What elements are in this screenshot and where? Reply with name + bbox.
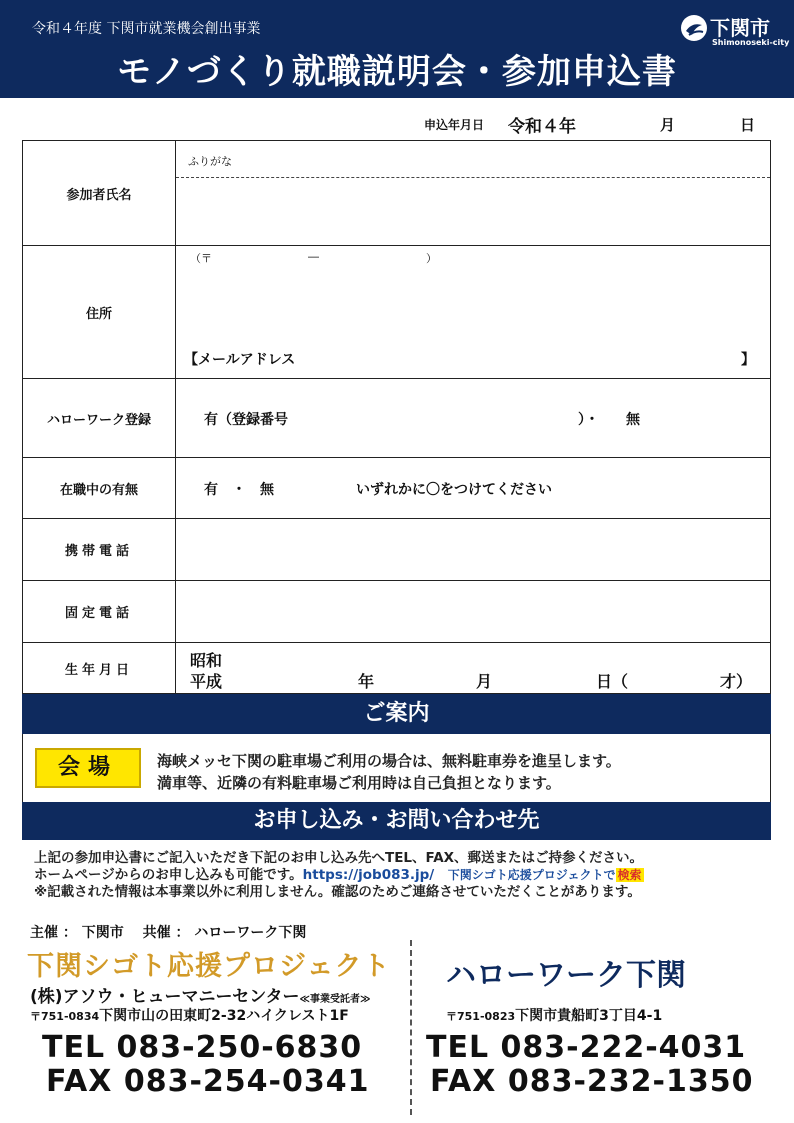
guide-section (22, 734, 771, 802)
page-title: モノづくり就職説明会・参加申込書 (117, 52, 677, 92)
form-row-employment (23, 457, 770, 518)
search-button[interactable]: 検索 (617, 868, 642, 882)
hellowork-address (446, 1005, 662, 1025)
furigana-label: ふりがな (188, 155, 232, 168)
contact-line-2 (34, 867, 644, 884)
header-subtitle: 令和４年度 下関市就業機会創出事業 (32, 21, 261, 37)
sponsor-line: 主催 ： 下関市 共催 ： ハローワーク下関 (30, 925, 307, 941)
hellowork-tel[interactable]: TEL 083-222-4031 (426, 1030, 747, 1065)
postal-open: （〒 (190, 252, 212, 265)
birth-era-heisei: 平成 (190, 672, 223, 691)
email-label: 【メールアドレス (184, 352, 296, 368)
landline-label: 固定電話 (23, 581, 176, 642)
employment-field[interactable] (176, 458, 770, 518)
guide-line-2: 満車等、近隣の有料駐車場ご利用時は自己負担となります。 (157, 774, 561, 792)
guide-line-1: 海峡メッセ下関の駐車場ご利用の場合は、無料駐車券を進呈します。 (157, 752, 621, 770)
company-tel[interactable]: TEL 083-250-6830 (42, 1030, 363, 1065)
application-date-label: 申込年月日 (424, 118, 485, 132)
form-row-landline (23, 580, 770, 642)
city-logo (680, 10, 790, 50)
company-note: ≪事業受託者≫ (299, 994, 371, 1005)
company-name (30, 982, 370, 1007)
hellowork-label: ハローワーク登録 (23, 379, 176, 457)
form-row-hellowork (23, 378, 770, 457)
form-row-birth (23, 642, 770, 693)
application-form (22, 140, 771, 694)
company-address-text: 下関市山の田東町2-32ハイクレスト1F (99, 1008, 349, 1024)
employment-label: 在職中の有無 (23, 458, 176, 518)
application-date-day: 日 (740, 116, 756, 134)
hellowork-field[interactable] (176, 379, 770, 457)
birth-year: 年 (358, 672, 375, 691)
contact-line-3: ※記載された情報は本事業以外に利用しません。確認のためご連絡させていただくことがあります。 (34, 884, 641, 900)
landline-field[interactable] (176, 581, 770, 642)
contact-line-1: 上記の参加申込書にご記入いただき下記のお申し込み先へTEL、FAX、郵送またはご持参ください。 (34, 850, 644, 866)
furigana-divider (176, 177, 770, 178)
form-row-address (23, 245, 770, 378)
postal-close: ） (426, 252, 437, 265)
birth-field[interactable] (176, 643, 770, 693)
address-field[interactable] (176, 246, 770, 378)
hellowork-address-text: 下関市貴船町3丁目4-1 (515, 1008, 663, 1024)
hellowork-no: 無 (626, 412, 640, 428)
mobile-field[interactable] (176, 519, 770, 580)
form-row-mobile (23, 518, 770, 580)
header-banner (0, 0, 794, 98)
company-address (30, 1005, 349, 1025)
email-close: 】 (741, 352, 755, 368)
employment-note: いずれかに〇をつけてください (356, 482, 552, 498)
contact-divider (410, 940, 412, 1115)
contact-line-2-text: ホームページからのお申し込みも可能です。 (34, 867, 303, 883)
hellowork-zip: 〒751-0823 (446, 1010, 516, 1023)
city-logo-name: 下関市 (710, 16, 770, 40)
address-label: 住所 (23, 246, 176, 378)
search-phrase: 下関シゴト応援プロジェクトで (447, 868, 616, 882)
hellowork-close: ）・ (578, 412, 599, 428)
application-date-year: 令和４年 (508, 117, 576, 137)
hellowork-fax: FAX 083-232-1350 (430, 1064, 754, 1099)
city-logo-icon (680, 14, 708, 42)
website-link[interactable]: https://job083.jp/ (302, 867, 435, 883)
birth-month: 月 (476, 672, 493, 691)
guide-text (157, 750, 621, 794)
contact-heading: お申し込み・お問い合わせ先 (22, 802, 771, 840)
contact-info (34, 850, 644, 901)
mobile-label: 携帯電話 (23, 519, 176, 580)
venue-badge: 会場 (35, 748, 141, 788)
company-fax: FAX 083-254-0341 (46, 1064, 370, 1099)
birth-age: 才） (720, 672, 753, 691)
guide-heading: ご案内 (22, 694, 771, 734)
company-zip: 〒751-0834 (30, 1010, 100, 1023)
name-label: 参加者氏名 (23, 141, 176, 245)
postal-dash: ― (308, 250, 319, 263)
hellowork-name: ハローワーク下関 (446, 958, 686, 993)
form-row-name (23, 141, 770, 245)
employment-options: 有 ・ 無 (204, 482, 274, 498)
company-name-text: (株)アソウ・ヒューマニーセンター (30, 987, 300, 1007)
birth-day: 日（ (596, 672, 629, 691)
city-logo-roman: Shimonoseki-city (712, 38, 790, 47)
application-date-month: 月 (660, 116, 676, 134)
birth-label: 生年月日 (23, 643, 176, 693)
project-name: 下関シゴト応援プロジェクト (27, 951, 391, 982)
hellowork-yes: 有（登録番号 (204, 412, 288, 428)
birth-era-showa: 昭和 (190, 651, 223, 670)
name-field[interactable] (176, 141, 770, 245)
